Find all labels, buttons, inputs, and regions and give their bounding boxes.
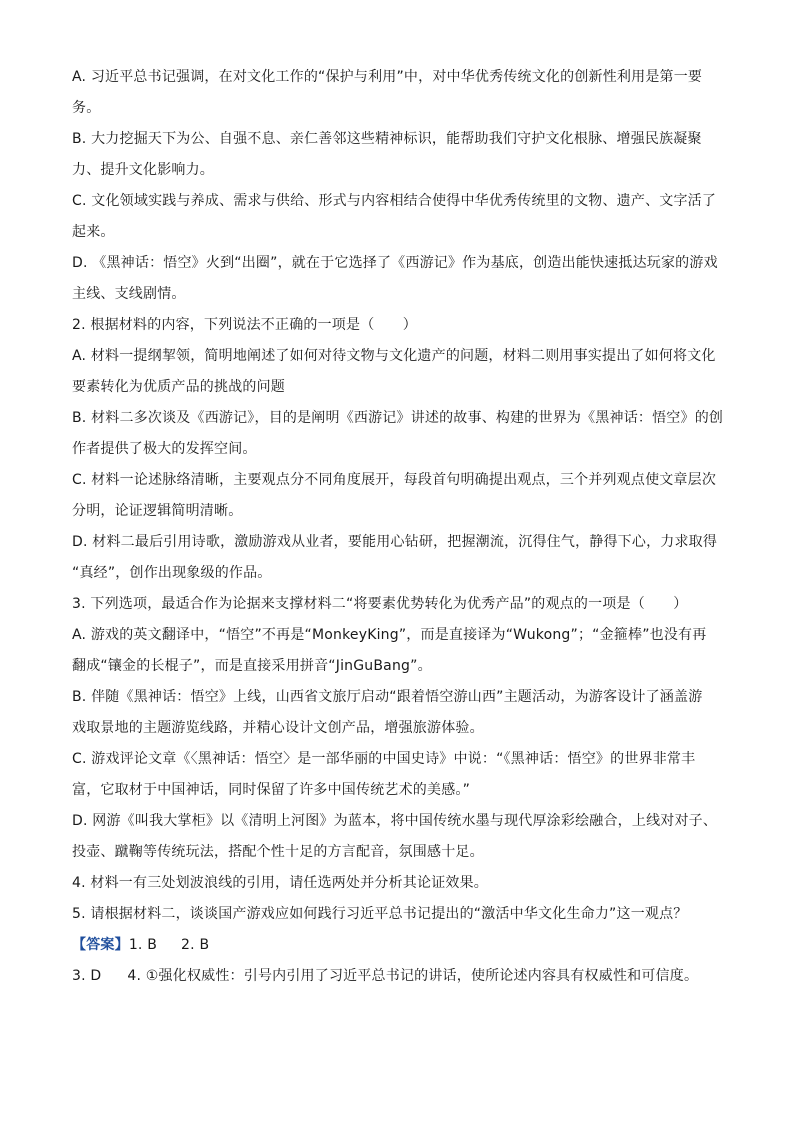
q1-option-a-line1: A. 习近平总书记强调，在对文化工作的“保护与利用”中，对中华优秀传统文化的创新性利用是第一要 bbox=[72, 69, 703, 85]
answer-label: 【答案】 bbox=[72, 937, 129, 953]
q3-option-d-line1: D. 网游《叫我大掌柜》以《清明上河图》为蓝本，将中国传统水墨与现代厚涂彩绘融合，上线对对子、 bbox=[72, 813, 718, 829]
q2-option-c-line1: C. 材料一论述脉络清晰，主要观点分不同角度展开，每段首句明确提出观点，三个并列观点使文章层次 bbox=[72, 472, 717, 488]
q2-option-a-line2: 要素转化为优质产品的挑战的问题 bbox=[72, 379, 285, 395]
q2-option-c-line2: 分明，论证逻辑简明清晰。 bbox=[72, 503, 243, 519]
q3-option-d-line2: 投壶、蹴鞠等传统玩法，搭配个性十足的方言配音，氛围感十足。 bbox=[72, 844, 484, 860]
q3-stem: 3. 下列选项，最适合作为论据来支撑材料二“将要素优势转化为优秀产品”的观点的一项是（ ） bbox=[72, 596, 688, 612]
answer-2: 2. B bbox=[181, 937, 210, 953]
answer-line-1 bbox=[72, 930, 732, 961]
q3-option-b-line1: B. 伴随《黑神话：悟空》上线，山西省文旅厅启动“跟着悟空游山西”主题活动，为游客设计了涵盖游 bbox=[72, 689, 703, 705]
q2-option-d-line2: “真经”，创作出现象级的作品。 bbox=[72, 565, 272, 581]
q2-option-a-line1: A. 材料一提纲挈领，简明地阐述了如何对待文物与文化遗产的问题，材料二则用事实提出了如何将文化 bbox=[72, 348, 716, 364]
q3-option-c-line1: C. 游戏评论文章《〈黑神话：悟空〉是一部华丽的中国史诗》中说：“《黑神话：悟空》的世界非常丰 bbox=[72, 751, 696, 767]
q3-option-b-line2: 戏取景地的主题游览线路，并精心设计文创产品，增强旅游体验。 bbox=[72, 720, 484, 736]
answer-4: 4. ①强化权威性：引号内引用了习近平总书记的讲话，使所论述内容具有权威性和可信度。 bbox=[127, 968, 699, 984]
q1-option-b-line2: 力、提升文化影响力。 bbox=[72, 162, 214, 178]
answer-3: 3. D bbox=[72, 968, 102, 984]
q1-option-d-line2: 主线、支线剧情。 bbox=[72, 286, 186, 302]
q3-option-a-line2: 翻成“镶金的长棍子”，而是直接采用拼音“JinGuBang”。 bbox=[72, 658, 432, 674]
q1-option-d-line1: D. 《黑神话：悟空》火到“出圈”，就在于它选择了《西游记》作为基底，创造出能快速抵达玩家的游戏 bbox=[72, 255, 718, 271]
document-page bbox=[72, 62, 732, 992]
answer-1: 1. B bbox=[128, 937, 158, 953]
answer-line-2 bbox=[72, 961, 732, 992]
q2-option-b-line2: 作者提供了极大的发挥空间。 bbox=[72, 441, 257, 457]
q3-option-c-line2: 富，它取材于中国神话，同时保留了许多中国传统艺术的美感。” bbox=[72, 782, 471, 798]
q2-option-d-line1: D. 材料二最后引用诗歌，激励游戏从业者，要能用心钻研，把握潮流，沉得住气，静得下心，力求取得 bbox=[72, 534, 718, 550]
q4-stem: 4. 材料一有三处划波浪线的引用，请任选两处并分析其论证效果。 bbox=[72, 875, 489, 891]
q1-option-c-line1: C. 文化领域实践与养成、需求与供给、形式与内容相结合使得中华优秀传统里的文物、遗产、文字活了 bbox=[72, 193, 717, 209]
q2-stem: 2. 根据材料的内容，下列说法不正确的一项是（ ） bbox=[72, 317, 418, 333]
q5-stem: 5. 请根据材料二，谈谈国产游戏应如何践行习近平总书记提出的“激活中华文化生命力”这一观点？ bbox=[72, 906, 688, 922]
q1-option-b-line1: B. 大力挖掘天下为公、自强不息、亲仁善邻这些精神标识，能帮助我们守护文化根脉、增强民族凝聚 bbox=[72, 131, 702, 147]
q3-option-a-line1: A. 游戏的英文翻译中，“悟空”不再是“MonkeyKing”，而是直接译为“Wukong”；“金箍棒”也没有再 bbox=[72, 627, 707, 643]
q1-option-c-line2: 起来。 bbox=[72, 224, 115, 240]
q1-option-a-line2: 务。 bbox=[72, 100, 101, 116]
q2-option-b-line1: B. 材料二多次谈及《西游记》，目的是阐明《西游记》讲述的故事、构建的世界为《黑神话：悟空》的创 bbox=[72, 410, 724, 426]
